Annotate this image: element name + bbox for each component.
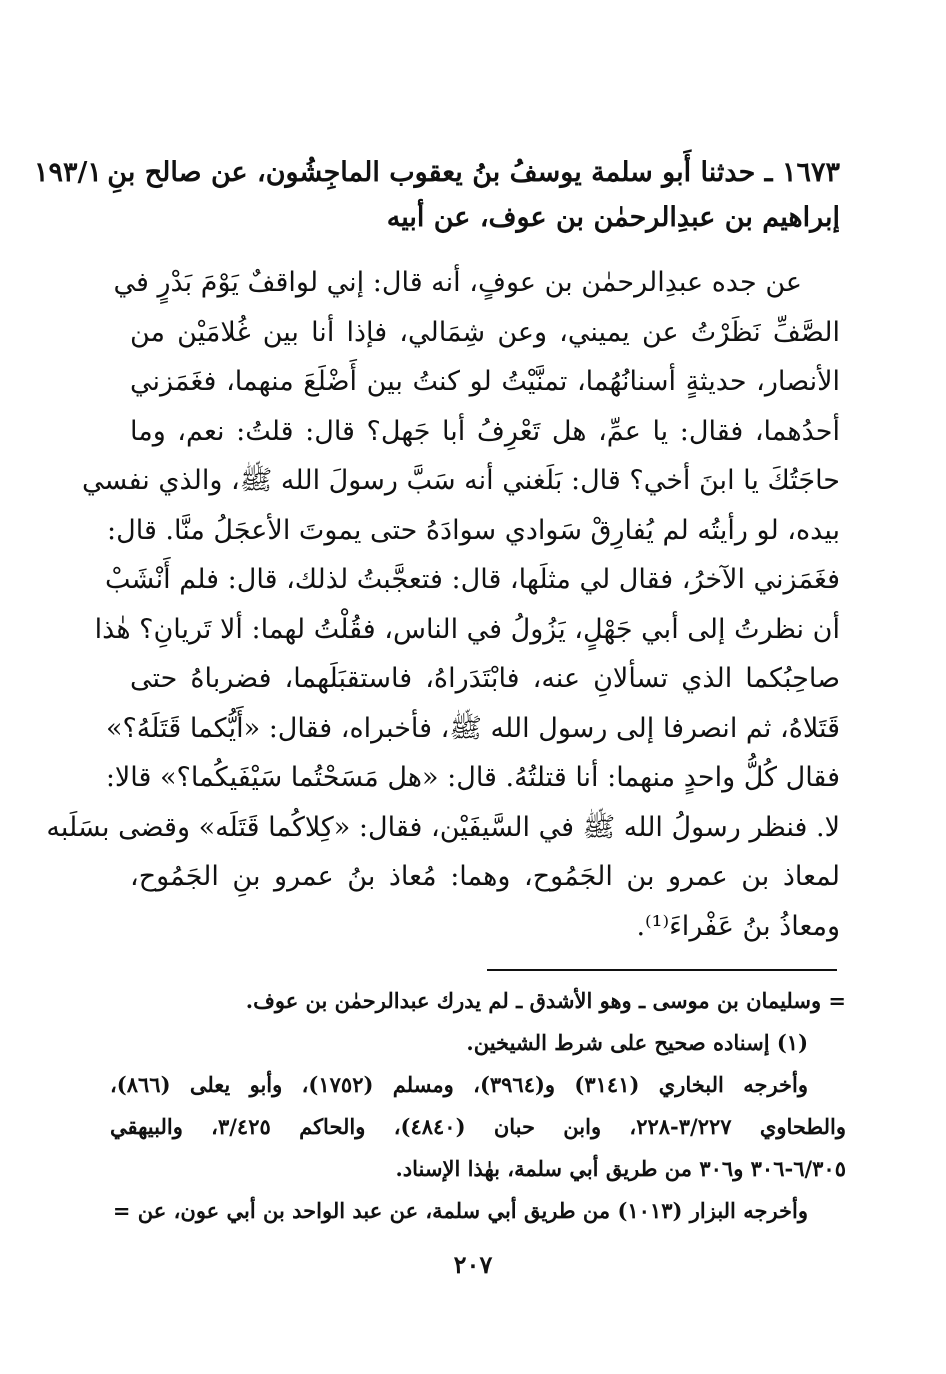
volume-page-reference: ١٩٣/١ — [34, 157, 102, 188]
matn-line: فقال كُلُّ واحدٍ منهما: أنا قتلتُهُ. قال: «هل مَسَحْتُما سَيْفَيكُما؟» قالا: — [105, 762, 840, 793]
footnote-takhrij-line: والطحاوي ٣/٢٢٧-٢٢٨، وابن حبان (٤٨٤٠)، والحاكم ٣/٤٢٥، والبيهقي — [110, 1114, 847, 1139]
footnote-continuation: = وسليمان بن موسى ـ وهو الأشدق ـ لم يدرك عبدالرحمٰن بن عوف. — [245, 988, 846, 1013]
matn-line: أحدُهما، فقال: يا عمِّ، هل تَعْرِفُ أبا جَهل؟ قال: قلتُ: نعم، وما — [130, 415, 840, 447]
matn-line: أن نظرتُ إلى أبي جَهْلٍ، يَزُولُ في الناس، فقُلْتُ لهما: ألا تَريانِ؟ هٰذا — [94, 613, 840, 645]
matn-line: لمعاذ بن عمرو بن الجَمُوح، وهما: مُعاذ بنُ عمرو بنِ الجَمُوح، — [130, 861, 840, 892]
footnote-takhrij-line: ٦/٣٠٥-٣٠٦ و٣٠٦ من طريق أبي سلمة، بهٰذا الإسناد. — [395, 1156, 846, 1181]
hadith-isnad-line-2: إبراهيم بن عبدِالرحمٰن بن عوف، عن أبيه — [386, 202, 840, 233]
footnotes — [110, 980, 846, 1232]
matn-line: الأنصار، حديثةٍ أسنانُهُما، تمنَّيْتُ لو كنتُ بين أَضْلَعَ منهما، فغَمَزني — [130, 366, 840, 397]
matn-line: ومعاذُ بنُ عَفْراءَ⁽¹⁾. — [636, 910, 840, 942]
footnote-takhrij-line: وأخرجه البخاري (٣١٤١) و(٣٩٦٤)، ومسلم (١٧٥٢)، وأبو يعلى (٨٦٦)، — [110, 1072, 808, 1097]
matn-line: لا. فنظر رسولُ الله ﷺ في السَّيفَيْن، فقال: «كِلاكُما قَتَلَه» وقضى بسَلَبه — [46, 811, 840, 843]
matn-line: بيده، لو رأيتُه لم يُفارِقْ سَوادي سوادَهُ حتى يموتَ الأعجَلُ منَّا. قال: — [107, 514, 840, 546]
footnote-separator — [487, 969, 837, 971]
footnote-1: (١) إسناده صحيح على شرط الشيخين. — [466, 1030, 808, 1055]
matn-line: الصَّفِّ نَظَرْتُ عن يميني، وعن شِمَالي، فإذا أنا بين غُلامَيْن من — [130, 316, 840, 348]
footnote-takhrij-line: وأخرجه البزار (١٠١٣) من طريق أبي سلمة، عن عبد الواحد بن أبي عون، عن = — [112, 1198, 808, 1223]
matn-line: حاجَتُكَ يا ابنَ أخي؟ قال: بَلَغني أنه سَبَّ رسولَ الله ﷺ، والذي نفسي — [82, 465, 840, 496]
matn-line: قَتَلاهُ، ثم انصرفا إلى رسول الله ﷺ، فأخبراه، فقال: «أَيُّكما قَتَلَهُ؟» — [105, 712, 840, 744]
matn-line: صاحِبُكما الذي تسألانِ عنه، فابْتَدَراهُ، فاستقبَلَهما، فضرباهُ حتى — [130, 663, 840, 694]
hadith-header — [34, 150, 840, 240]
hadith-matn — [46, 258, 840, 951]
matn-line: عن جده عبدِالرحمٰن بن عوفٍ، أنه قال: إني لواقفٌ يَوْمَ بَدْرٍ في — [113, 267, 802, 298]
hadith-isnad-line-1: ١٦٧٣ ـ حدثنا أَبو سلمة يوسفُ بنُ يعقوب الماجِشُون، عن صالح بنِ — [107, 157, 840, 188]
page-number: ٢٠٧ — [453, 1250, 493, 1279]
matn-line: فغَمَزني الآخرُ، فقال لي مثلَها، قال: فتعجَّبتُ لذلك، قال: فلم أَنْشَبْ — [105, 564, 840, 595]
